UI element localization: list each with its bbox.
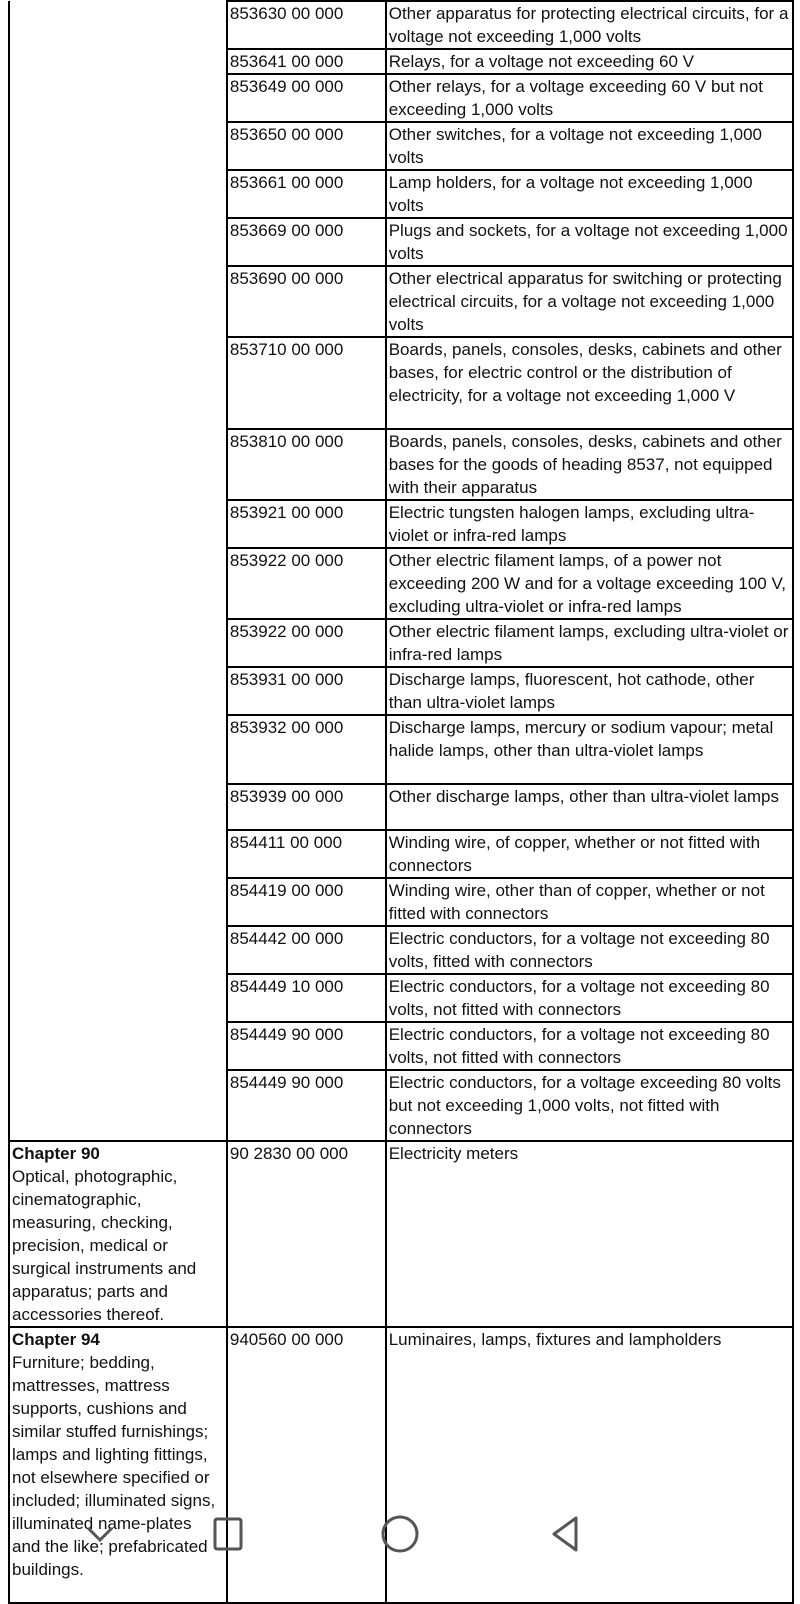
tariff-table — [8, 0, 794, 1604]
chapter-90-text: Optical, photographic, cinematographic, measuring, checking, precision, medical or surgical instruments and apparatus; parts and accessories thereof. — [12, 1167, 197, 1324]
description-cell: Other relays, for a voltage exceeding 60 V but not exceeding 1,000 volts — [386, 74, 793, 122]
code-cell: 853922 00 000 — [227, 548, 386, 619]
code-cell: 853630 00 000 — [227, 1, 386, 49]
chapter-94-cell — [9, 1327, 227, 1603]
description-cell: Boards, panels, consoles, desks, cabinets and other bases for the goods of heading 8537, not equipped with their apparatus — [386, 429, 793, 500]
table-row-chapter-94 — [9, 1327, 793, 1603]
table-row-chapter-90 — [9, 1141, 793, 1327]
chapter-94-text: Furniture; bedding, mattresses, mattress supports, cushions and similar stuffed furnishings; lamps and lighting fittings, not elsewhere specified or included; illuminated signs, illuminated name-plates and the like; prefabricated buildings. — [12, 1353, 216, 1579]
description-cell: Electric conductors, for a voltage exceeding 80 volts but not exceeding 1,000 volts, not fitted with connectors — [386, 1070, 793, 1141]
code-cell: 854449 90 000 — [227, 1070, 386, 1141]
description-cell: Lamp holders, for a voltage not exceeding 1,000 volts — [386, 170, 793, 218]
description-cell: Other electric filament lamps, excluding ultra-violet or infra-red lamps — [386, 619, 793, 667]
chapter-94-title: Chapter 94 — [12, 1330, 100, 1349]
code-cell: 854411 00 000 — [227, 830, 386, 878]
code-cell: 853641 00 000 — [227, 49, 386, 74]
chapter-90-cell — [9, 1141, 227, 1327]
description-cell: Winding wire, of copper, whether or not fitted with connectors — [386, 830, 793, 878]
description-cell: Winding wire, other than of copper, whether or not fitted with connectors — [386, 878, 793, 926]
code-cell: 853650 00 000 — [227, 122, 386, 170]
description-cell: Electric conductors, for a voltage not exceeding 80 volts, not fitted with connectors — [386, 1022, 793, 1070]
description-cell: Other switches, for a voltage not exceeding 1,000 volts — [386, 122, 793, 170]
code-cell: 853661 00 000 — [227, 170, 386, 218]
code-cell: 90 2830 00 000 — [227, 1141, 386, 1327]
description-cell: Electric tungsten halogen lamps, excluding ultra-violet or infra-red lamps — [386, 500, 793, 548]
description-cell: Other electrical apparatus for switching or protecting electrical circuits, for a voltage not exceeding 1,000 volts — [386, 266, 793, 337]
description-cell: Boards, panels, consoles, desks, cabinets and other bases, for electric control or the distribution of electricity, for a voltage not exceeding 1,000 V — [386, 337, 793, 429]
code-cell: 853649 00 000 — [227, 74, 386, 122]
description-cell: Plugs and sockets, for a voltage not exceeding 1,000 volts — [386, 218, 793, 266]
table-row — [9, 1, 793, 49]
chevron-down-icon[interactable] — [78, 1512, 122, 1556]
back-icon[interactable] — [546, 1512, 590, 1556]
code-cell: 854449 10 000 — [227, 974, 386, 1022]
description-cell: Other apparatus for protecting electrical circuits, for a voltage not exceeding 1,000 volts — [386, 1, 793, 49]
description-cell: Electricity meters — [386, 1141, 793, 1327]
code-cell: 853932 00 000 — [227, 715, 386, 784]
code-cell: 854442 00 000 — [227, 926, 386, 974]
code-cell: 940560 00 000 — [227, 1327, 386, 1603]
description-cell: Other electric filament lamps, of a power not exceeding 200 W and for a voltage exceeding 100 V, excluding ultra-violet or infra-red lamps — [386, 548, 793, 619]
description-cell: Other discharge lamps, other than ultra-violet lamps — [386, 784, 793, 830]
description-cell: Electric conductors, for a voltage not exceeding 80 volts, fitted with connectors — [386, 926, 793, 974]
code-cell: 853921 00 000 — [227, 500, 386, 548]
code-cell: 853939 00 000 — [227, 784, 386, 830]
code-cell: 853922 00 000 — [227, 619, 386, 667]
chapter-90-title: Chapter 90 — [12, 1144, 100, 1163]
code-cell: 853690 00 000 — [227, 266, 386, 337]
description-cell: Discharge lamps, mercury or sodium vapour; metal halide lamps, other than ultra-violet lamps — [386, 715, 793, 784]
code-cell: 854419 00 000 — [227, 878, 386, 926]
description-cell: Electric conductors, for a voltage not exceeding 80 volts, not fitted with connectors — [386, 974, 793, 1022]
code-cell: 853710 00 000 — [227, 337, 386, 429]
code-cell: 854449 90 000 — [227, 1022, 386, 1070]
home-icon[interactable] — [378, 1512, 422, 1556]
description-cell: Luminaires, lamps, fixtures and lampholders — [386, 1327, 793, 1603]
recents-icon[interactable] — [206, 1512, 250, 1556]
description-cell: Relays, for a voltage not exceeding 60 V — [386, 49, 793, 74]
code-cell: 853669 00 000 — [227, 218, 386, 266]
chapter-cell-empty — [9, 1, 227, 1141]
code-cell: 853810 00 000 — [227, 429, 386, 500]
code-cell: 853931 00 000 — [227, 667, 386, 715]
description-cell: Discharge lamps, fluorescent, hot cathode, other than ultra-violet lamps — [386, 667, 793, 715]
